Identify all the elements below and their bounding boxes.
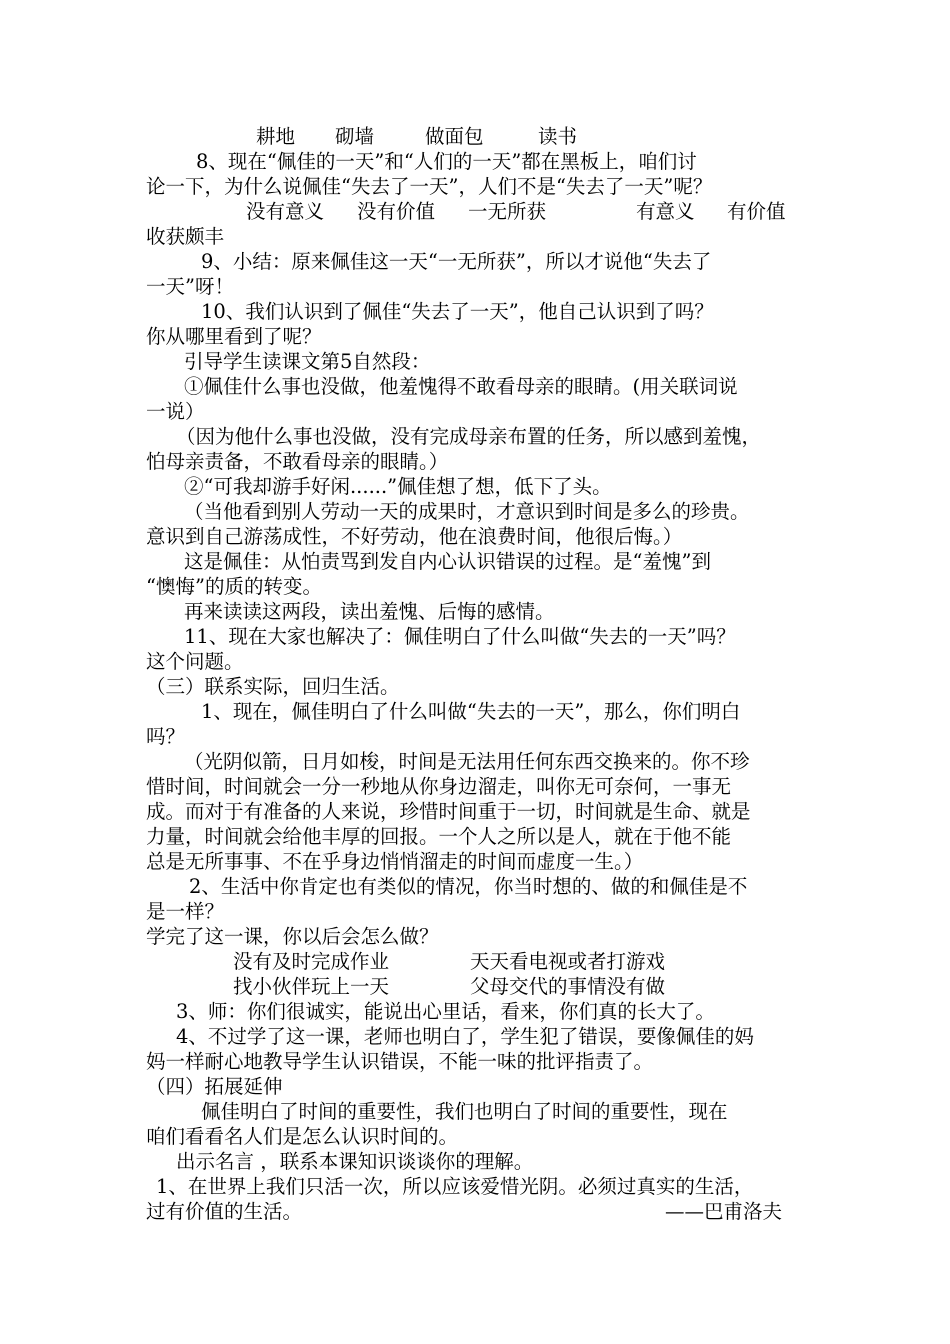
word-you-jiazhi: 有价值 [727,200,786,223]
q8-line2: 论一下，为什么说佩佳“失去了一天”，人们不是“失去了一天”呢？ [146,175,713,198]
p1-answer-line5: 总是无所事事、不在乎身边悄悄溜走的时间而虚度一生。） [146,850,644,873]
option-chores-undone: 父母交代的事情没有做 [470,975,666,998]
option-tv-games: 天天看电视或者打游戏 [470,950,666,973]
q11-line1: 11、现在大家也解决了：佩佳明白了什么叫做“失去的一天”吗？ [184,625,736,648]
quote1-author: ——巴甫洛夫 [665,1200,783,1223]
s1-line2: 一说） [146,400,205,423]
p1-answer-line1: （光阴似箭，日月如梭，时间是无法用任何东西交换来的。你不珍 [184,750,750,773]
word-meiyou-yiyi: 没有意义 [246,200,325,223]
guide-text: 引导学生读课文第5自然段： [184,350,431,373]
p1-answer-line4: 力量，时间就会给他丰厚的回报。一个人之所以是人，就在于他不能 [146,825,732,848]
word-meiyou-jiazhi: 没有价值 [357,200,436,223]
option-play-all-day: 找小伙伴玩上一天 [233,975,390,998]
ext-line2: 咱们看看名人们是怎么认识时间的。 [146,1125,459,1148]
quote1-line1: 1、在世界上我们只活一次，所以应该爱惜光阴。必须过真实的生活， [156,1175,754,1198]
q11-line2: 这个问题。 [146,650,244,673]
s2-answer-line1: （当他看到别人劳动一天的成果时，才意识到时间是多么的珍贵。 [184,500,750,523]
p2-line1: 2、生活中你肯定也有类似的情况，你当时想的、做的和佩佳是不 [189,875,748,898]
s2-answer-line2: 意识到自己游荡成性，不好劳动，他在浪费时间，他很后悔。） [146,525,683,548]
q9-line2: 一天”呀！ [146,275,234,298]
q9-line1: 9、小结：原来佩佳这一天“一无所获”，所以才说他“失去了 [201,250,712,273]
quote-intro: 出示名言 ，联系本课知识谈谈你的理解。 [176,1150,534,1173]
section-3-heading: （三）联系实际，回归生活。 [146,675,400,698]
word-yiwusuohuo: 一无所获 [468,200,547,223]
q10-line2: 你从哪里看到了呢？ [146,325,322,348]
p3-line: 3、师：你们很诚实，能说出心里话，看来，你们真的长大了。 [176,1000,715,1023]
p4-line1: 4、不过学了这一课，老师也明白了，学生犯了错误，要像佩佳的妈 [176,1025,754,1048]
p2-line3: 学完了这一课，你以后会怎么做？ [146,925,439,948]
p1-line1: 1、现在，佩佳明白了什么叫做“失去的一天”，那么，你们明白 [201,700,741,723]
section-4-heading: （四）拓展延伸 [146,1075,283,1098]
quote1-line2: 过有价值的生活。 [146,1200,303,1223]
summary-line2: “懊悔”的质的转变。 [146,575,322,598]
word-gengdi: 耕地 [256,125,296,148]
s1-answer-line2: 怕母亲责备，不敢看母亲的眼睛。） [146,450,449,473]
p1-answer-line2: 惜时间，时间就会一分一秒地从你身边溜走，叫你无可奈何，一事无 [146,775,732,798]
p2-line2: 是一样？ [146,900,225,923]
reread-text: 再来读读这两段，读出羞愧、后悔的感情。 [184,600,555,623]
p1-answer-line3: 成。而对于有准备的人来说，珍惜时间重于一切，时间就是生命、就是 [146,800,751,823]
p4-line2: 妈一样耐心地教导学生认识错误，不能一味的批评指责了。 [146,1050,654,1073]
p1-line2: 吗？ [146,725,186,748]
word-you-yiyi: 有意义 [636,200,695,223]
word-dushu: 读书 [538,125,578,148]
summary-line1: 这是佩佳：从怕责骂到发自内心认识错误的过程。是“羞愧”到 [184,550,711,573]
option-no-homework: 没有及时完成作业 [233,950,390,973]
word-qiqiang: 砌墙 [335,125,375,148]
s1-line1: ①佩佳什么事也没做，他羞愧得不敢看母亲的眼睛。(用关联词说 [184,375,738,398]
s2-line: ②“可我却游手好闲......”佩佳想了想，低下了头。 [184,475,612,498]
word-zuomianbao: 做面包 [425,125,484,148]
q8-line1: 8、现在“佩佳的一天”和“人们的一天”都在黑板上，咱们讨 [196,150,697,173]
q10-line1: 10、我们认识到了佩佳“失去了一天”，他自己认识到了吗？ [201,300,714,323]
word-shouhuo-pofeng: 收获颇丰 [146,225,225,248]
s1-answer-line1: （因为他什么事也没做，没有完成母亲布置的任务，所以感到羞愧， [176,425,762,448]
ext-line1: 佩佳明白了时间的重要性，我们也明白了时间的重要性，现在 [201,1100,728,1123]
